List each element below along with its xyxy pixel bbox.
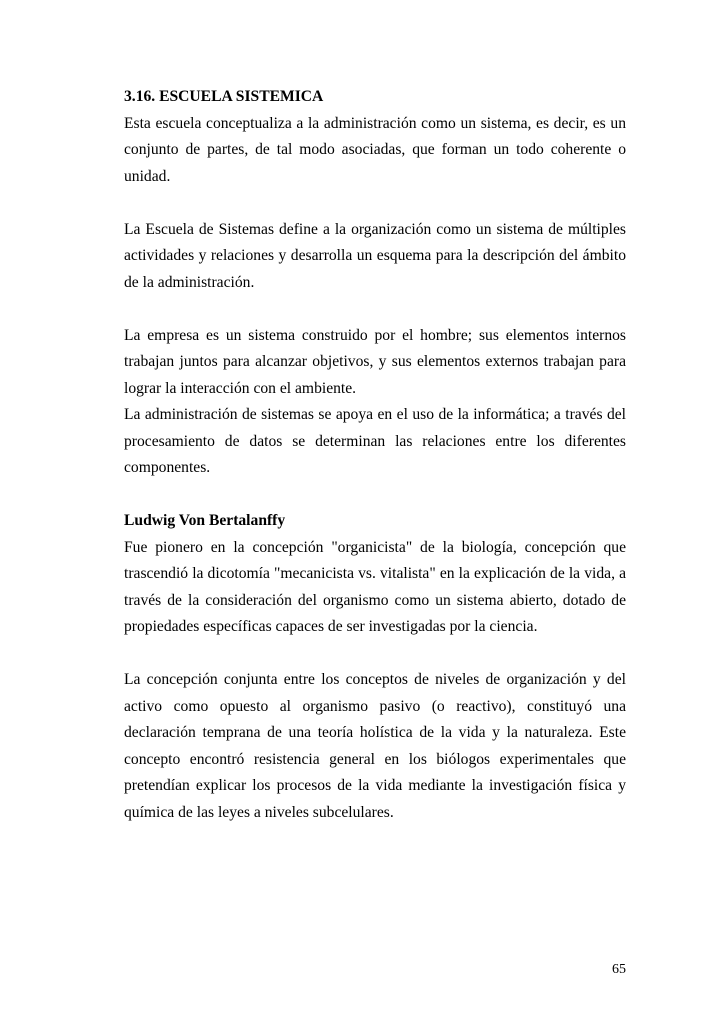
paragraph-systems-administration: La administración de sistemas se apoya en el uso de la informática; a través del procesamiento de datos se determinan las relaciones entre los diferentes componentes.	[124, 406, 626, 476]
document-body	[124, 84, 626, 826]
paragraph-systems-school: La Escuela de Sistemas define a la organización como un sistema de múltiples actividades y relaciones y desarrolla un esquema para la descripción del ámbito de la administración.	[124, 220, 626, 291]
paragraph-holistic-theory: La concepción conjunta entre los conceptos de niveles de organización y del activo como opuesto al organismo pasivo (o reactivo), constituyó una declaración temprana de una teoría holística de la vida y la naturaleza. Este concepto encontró resistencia general en los biólogos experimentales que pretendían explicar los procesos de la vida mediante la investigación física y química de las leyes a niveles subcelulares.	[124, 671, 626, 821]
paragraph-organicist-pioneer: Fue pionero en la concepción "organicista" de la biología, concepción que trascendió la dicotomía "mecanicista vs. vitalista" en la explicación de la vida, a través de la consideración del organismo como un sistema abierto, dotado de propiedades específicas capaces de ser investigadas por la ciencia.	[124, 538, 626, 635]
paragraph-system-definition: Esta escuela conceptualiza a la administración como un sistema, es decir, es un conjunto de partes, de tal modo asociadas, que forman un todo coherente o unidad.	[124, 114, 626, 185]
subsection-heading: Ludwig Von Bertalanffy	[124, 512, 286, 529]
paragraph-company-system: La empresa es un sistema construido por el hombre; sus elementos internos trabajan juntos para alcanzar objetivos, y sus elementos externos trabajan para lograr la interacción con el ambiente.	[124, 326, 626, 397]
section-heading: 3.16. ESCUELA SISTEMICA	[124, 88, 324, 105]
page-number: 65	[612, 962, 626, 977]
